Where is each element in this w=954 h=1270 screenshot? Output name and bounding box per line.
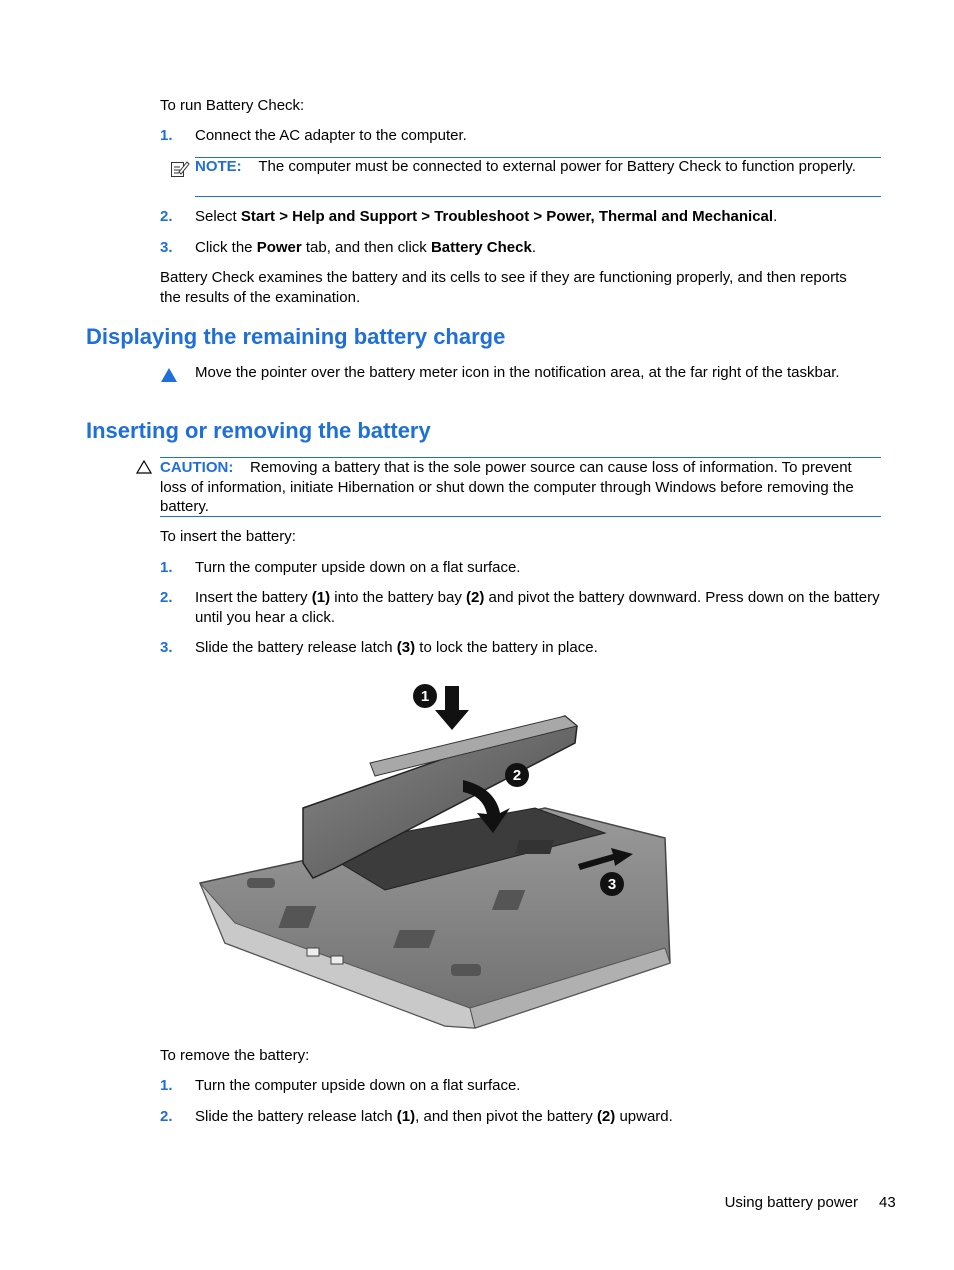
check-result-text: Battery Check examines the battery and its cells to see if they are functioning properly, and then reports the results of the examination. [160, 269, 847, 306]
note-pencil-icon [170, 159, 190, 179]
note-text: NOTE: The computer must be connected to external power for Battery Check to function properly. [195, 158, 856, 175]
note-bottom-rule [195, 196, 881, 197]
bullet-text: Move the pointer over the battery meter icon in the notification area, at the far right of the taskbar. [195, 364, 840, 381]
footer-section-title: Using battery power [724, 1194, 858, 1211]
caution-bottom-rule [160, 516, 881, 517]
battery-insertion-illustration [195, 668, 685, 1033]
callout-1-label: 1 [420, 688, 430, 705]
section-heading: Displaying the remaining battery charge [86, 324, 506, 349]
page-number: 43 [879, 1194, 896, 1211]
remove-intro-text: To remove the battery: [160, 1047, 310, 1064]
callout-3-label: 3 [607, 876, 617, 893]
triangle-bullet-icon [161, 368, 177, 382]
section-heading: Inserting or removing the battery [86, 418, 431, 443]
intro-text: To run Battery Check: [160, 97, 305, 114]
callout-2-label: 2 [512, 767, 522, 784]
warning-triangle-icon [136, 460, 152, 474]
insert-intro-text: To insert the battery: [160, 528, 296, 545]
caution-text: CAUTION: Removing a battery that is the sole power source can cause loss of information. To prevent loss of information, initiate Hibernation or shut down the computer through Windows before removing the battery. [160, 459, 854, 515]
